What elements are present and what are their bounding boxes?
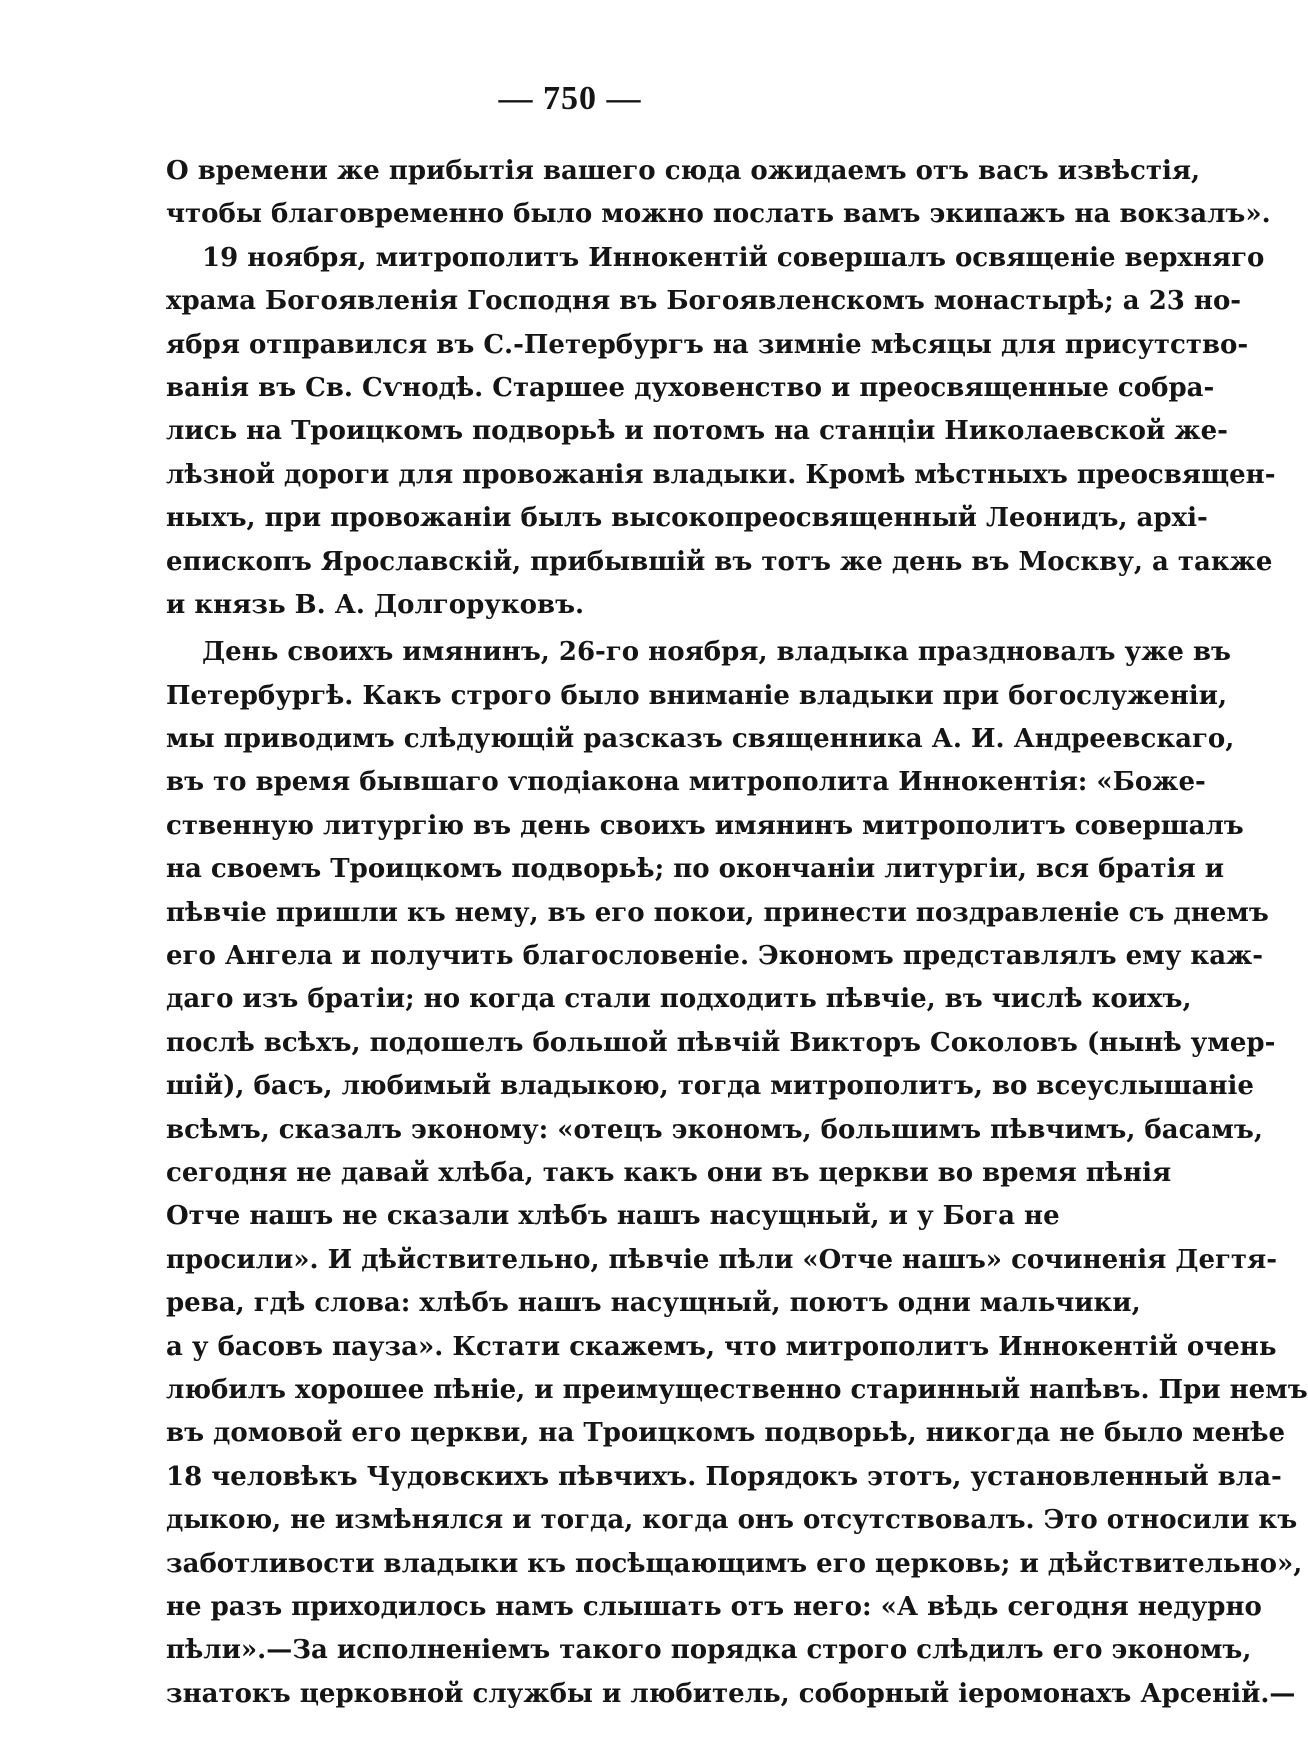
text-line: 19 ноября, митрополитъ Иннокентій совершалъ освященіе верхняго xyxy=(202,242,1265,273)
text-line: 18 человѣкъ Чудовскихъ пѣвчихъ. Порядокъ этотъ, установленный вла- xyxy=(166,1461,1282,1492)
text-line: лѣзной дороги для провожанія владыки. Кромѣ мѣстныхъ преосвящен- xyxy=(166,459,1276,490)
text-line: любилъ хорошее пѣніе, и преимущественно старинный напѣвъ. При немъ xyxy=(166,1374,1308,1405)
text-line: знатокъ церковной службы и любитель, соборный іеромонахъ Арсеній.— xyxy=(166,1678,1296,1709)
text-line: и князь В. А. Долгоруковъ. xyxy=(166,589,585,620)
text-line: Отче нашъ не сказали хлѣбъ нашъ насущный, и у Бога не xyxy=(166,1201,1060,1232)
text-line: заботливости владыки къ посѣщающимъ его церковь; и дѣйствительно», xyxy=(166,1548,1303,1579)
text-line: не разъ приходилось намъ слышать отъ него: «А вѣдь сегодня недурно xyxy=(166,1591,1262,1622)
text-line: пѣли».—За исполненіемъ такого порядка строго слѣдилъ его экономъ, xyxy=(166,1635,1252,1666)
page-number: — 750 — xyxy=(498,80,642,117)
text-line: рева, гдѣ слова: хлѣбъ нашъ насущный, поютъ одни мальчики, xyxy=(166,1288,1141,1319)
text-line: его Ангела и получить благословеніе. Экономъ представлялъ ему каж- xyxy=(166,941,1264,972)
text-line: ныхъ, при провожаніи былъ высокопреосвященный Леонидъ, архі- xyxy=(166,503,1208,534)
body-text xyxy=(166,150,1308,1716)
text-line: ванія въ Св. Сѵнодѣ. Старшее духовенство и преосвященные собра- xyxy=(166,372,1215,403)
text-line: послѣ всѣхъ, подошелъ большой пѣвчій Викторъ Соколовъ (нынѣ умер- xyxy=(166,1027,1276,1058)
text-line: О времени же прибытія вашего сюда ожидаемъ отъ васъ извѣстія, xyxy=(166,156,1201,186)
text-line: въ то время бывшаго ѵподіакона митрополита Иннокентія: «Боже- xyxy=(166,767,1206,798)
text-line: дыкою, не измѣнялся и тогда, когда онъ отсутствовалъ. Это относили къ xyxy=(166,1505,1298,1536)
text-line: лись на Троицкомъ подворьѣ и потомъ на станціи Николаевской же- xyxy=(166,416,1228,447)
text-line: въ домовой его церкви, на Троицкомъ подворьѣ, никогда не было менѣе xyxy=(166,1418,1286,1449)
text-line: ственную литургію въ день своихъ имянинъ митрополитъ совершалъ xyxy=(166,810,1244,841)
text-line: мы приводимъ слѣдующій разсказъ священника А. И. Андреевскаго, xyxy=(166,724,1235,755)
text-line: просили». И дѣйствительно, пѣвчіе пѣли «Отче нашъ» сочиненія Дегтя- xyxy=(166,1244,1278,1275)
text-line: на своемъ Троицкомъ подворьѣ; по окончаніи литургіи, вся братія и xyxy=(166,854,1225,885)
text-line: даго изъ братіи; но когда стали подходить пѣвчіе, въ числѣ коихъ, xyxy=(166,984,1192,1015)
text-line: епископъ Ярославскій, прибывшій въ тотъ же день въ Москву, а также xyxy=(166,546,1273,577)
text-line: День своихъ имянинъ, 26-го ноября, владыка праздновалъ уже въ xyxy=(202,637,1231,668)
text-line: сегодня не давай хлѣба, такъ какъ они въ церкви во время пѣнія xyxy=(166,1157,1172,1188)
text-line: всѣмъ, сказалъ эконому: «отецъ экономъ, большимъ пѣвчимъ, басамъ, xyxy=(166,1114,1263,1145)
text-line: пѣвчіе пришли къ нему, въ его покои, принести поздравленіе съ днемъ xyxy=(166,897,1269,928)
text-line: Петербургѣ. Какъ строго было вниманіе владыки при богослуженіи, xyxy=(166,680,1228,711)
text-line: а у басовъ пауза». Кстати скажемъ, что митрополитъ Иннокентій очень xyxy=(166,1331,1277,1362)
text-line: шій), басъ, любимый владыкою, тогда митрополитъ, во всеуслышаніе xyxy=(166,1071,1254,1102)
text-line: храма Богоявленія Господня въ Богоявленскомъ монастырѣ; а 23 но- xyxy=(166,286,1242,317)
text-line: ября отправился въ С.-Петербургъ на зимніе мѣсяцы для присутство- xyxy=(166,329,1249,360)
text-line: чтобы благовременно было можно послать вамъ экипажъ на вокзалъ». xyxy=(166,199,1271,230)
